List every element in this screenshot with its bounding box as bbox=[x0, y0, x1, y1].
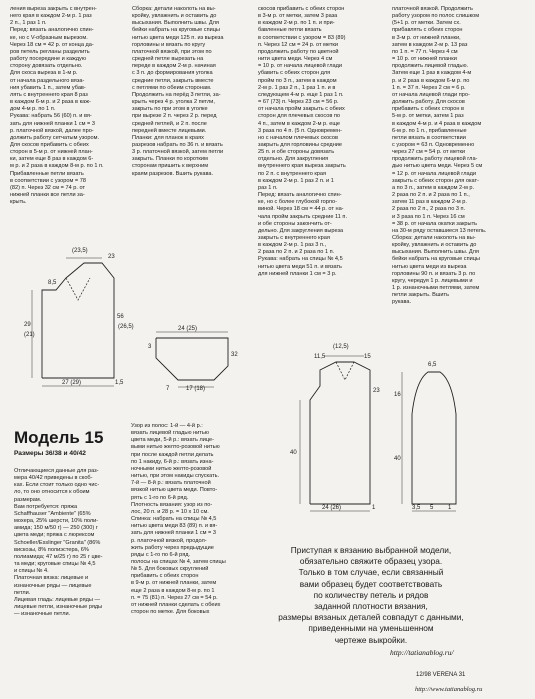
label-d2-top: 24 (25) bbox=[178, 326, 198, 332]
label-d1-side2: (26,5) bbox=[118, 324, 134, 330]
label-d1-bottom1: 27 (29) bbox=[62, 380, 82, 386]
pattern-back-front-diagram bbox=[22, 228, 132, 388]
site-watermark-bottom: http://www.tatianablog.ru bbox=[415, 686, 483, 693]
text-column-1: ления выреза закрыть с внутрен- него края в каждом 2-м р. 1 раз 2 п., 1 раз 1 п. Перед: вязать аналогично спин- ке, но с V-образным вырезом. Через 18 см = 42 р. от конца да- ров петель регланы разделить работу посередине и каждую сторону довязать отдельно. Для скоса выреза в 1-м р. от начала раздельного вяза- ния убавить 1 п., затем убав- лять с внутреннего края 8 раз в каждом 6-м р. и 2 раза в каж- дом 4-м р. по 1 п. Рукава: набрать 56 (60) п. и вя- зать для нижней планки 1 см = 3 р. платочной вязкой, далее про- должить работу сетчатым узором. Для скосов прибавить с обеих сторон в 5-м р. от нижней план- ки, затем еще 8 раз в каждом 6- м р. и 2 раза в каждом 8-м р. по 1 п. Прибавленные петли вязать в соответствии с узором = 78 (82) п. Через 32 см = 74 р. от нижней планки все петли за- крыть. bbox=[10, 6, 104, 206]
label-d4-top: 6,5 bbox=[428, 362, 437, 368]
text-column-3: скосов прибавить с обеих сторон в 3-м р. от метки, затем 3 раза в каждом 2-м р. по 1 п. и при- бавленные петли вязать в соответствии с узором = 83 (89) п. Через 12 см = 24 р. от метки продолжить работу по цветной нити цвета меди. Через 4 см = 10 р. от начала лицевой глади убавить с обеих сторон для пройм по 3 п., затем в каждом 2-м р. 1 раз 2 п., 1 раз 1 п. и в следующем 4-м р. еще 1 раз 1 п. = 67 (73) п. Через 23 см = 56 р. от начала пройм закрыть с обеих сторон для плечевых скосов по 4 п., затем в каждом 2-м р. еще 3 раза по 4 п. (5 п. Одновремен- но с началом плечевых скосов закрыть для горловины средние 25 п. и обе стороны довязать отдельно. Для закругления внутреннего края выреза закрыть по 2 п. с внутреннего края в каждом 2-м р. 1 раз 2 п. и 1 раз 1 п. Перед: вязать аналогично спин- ке, но с более глубокой горло- виной. Через 18 см = 44 р. от на- чала пройм закрыть средние 11 п. и обе стороны закончить от- дельно. Для закругления выреза закрыть с внутреннего края в каждом 2-м р. 1 раз 3 п., 2 раза по 2 п. и 2 раза по 1 п. Рукава: набрать на спицы № 4,5 нитью цвета меди 51 п. и вязать для нижней планки 1 см = 3 р. bbox=[258, 6, 347, 277]
label-d3-bottom2: 1 bbox=[372, 505, 376, 511]
label-d1-top2: 23 bbox=[108, 254, 115, 260]
label-d1-top: (23,5) bbox=[72, 248, 88, 254]
label-d2-left: 3 bbox=[148, 344, 152, 350]
label-d3-left: 23 bbox=[373, 388, 380, 394]
page-footer: 12/98 VERENA 31 bbox=[416, 672, 466, 678]
label-d3-top2: 11,5 bbox=[314, 354, 326, 360]
model-text-column-1: Отличающиеся данные для раз- мера 40/42 приведены в скоб- ках. Если стоит только одно чис- ло, то оно относится к обоим размерам. Вам потребуется: пряжа Schaffhauser "Ambiente" (65% мохера, 25% шерсти, 10% поли- амида; 150 м/50 г) — 250 (300) г цвета меди; пряжа с люрексом Schoeller/Esslinger "Granita" (86% вискозы, 8% полиэстера, 6% полиамида; 47 м/25 г) по 25 г цве- та меди; круговые спицы № 4,5 и спицы № 4. Платочная вязка: лицевые и изнаночные ряды — лицевые петли. Лицевая гладь: лицевые ряды — лицевые петли, изнаночные ряды — изнаночные петли. bbox=[14, 468, 103, 618]
label-d2-side: 32 bbox=[231, 352, 238, 358]
label-d1-left1: 29 bbox=[24, 322, 31, 328]
model-title: Модель 15 bbox=[14, 428, 104, 447]
text-column-4: платочной вязкой. Продолжить работу узором по полос слишком (5+1 р. от метки. Затем сх. прибавлять с обеих сторон в 3-м р. от нижней планки, затем в каждом 2-м р. 13 раз по 1 п. = 77 п. Через 4 см = 10 р. от нижней планки продолжить лицевой гладью. Затем еще 1 раз в каждом 4-м р. и 2 раза в каждом 6-м р. по 1 п. = 37 п. Через 2 см = 6 р. от начала лицевой глади про- должить работу. Для скосов прибавить с обеих сторон в 5-м р. от метки, затем 1 раз в каждом 4-м р. и 4 раза в каждом 6-м р. по 1 п., прибавленные петли вязать в соответствии с узором = 63 п. Одновременно через 27 см = 54 р. от метки продолжить работу лицевой гла- дью нитью цвета меди. Через 5 см = 12 р. от начала лицевой глади закрыть с обеих сторон для окат- а по 3 п., затем в каждом 2-м р. 2 раза по 2 п. и 2 раза по 1 п., затем 11 раз в каждом 2-м р. 2 раза по 2 п., 2 раза по 3 п. и 3 раза по 1 п. Через 16 см = 38 р. от начала окатки закрыть на 30-м ряду оставшиеся 13 петель. Сборка: детали наколоть на вы- кройку, увлажнить и оставить до высыхания. Выполнить швы. Для бейки набрать на круговые спицы нитью цвета меди из выреза горловины 90 п. и вязать 3 р. по кругу, чередуя 1 р. лицевыми и 1 р. изнаночными петлями, затем петли закрыть. Вшить рукава. bbox=[392, 6, 487, 306]
label-d3-bottom: 24 (26) bbox=[322, 505, 342, 511]
label-d4-left: 16 bbox=[394, 392, 401, 398]
model-sizes: Размеры 36/38 и 40/42 bbox=[14, 450, 86, 457]
gauge-swatch-callout: Приступая к вязанию выбранной модели, обязательно свяжите образец узора. Только в том случае, если связанный вами образец будет соответствовать по количеству петель и рядов заданной плотности вязания, размеры вязаных деталей совпадут с данными, приведенными на уменьшенном чертеже выкройки. bbox=[278, 545, 464, 645]
site-watermark: http://tatianablog.ru/ bbox=[390, 648, 454, 657]
label-d2-bottom1: 7 bbox=[166, 386, 170, 392]
label-d3-top: (12,5) bbox=[333, 344, 349, 350]
pattern-sleeve-diagram bbox=[138, 320, 248, 392]
label-d4-bottom3: 1 bbox=[448, 505, 452, 511]
label-d3-top3: 15 bbox=[364, 354, 371, 360]
label-d2-bottom2: 17 (18) bbox=[186, 386, 206, 392]
label-d1-left2: (21) bbox=[24, 332, 35, 338]
label-d1-bottom2: 1,5 bbox=[115, 380, 124, 386]
model15-sleeve-diagram bbox=[392, 336, 472, 516]
model-text-column-2: Узор из полос: 1-й — 4-й р.: вязать лицевой гладью нитью цвета меди, 5-й р.: вязать лице- выми нитью желто-розовой нитью при после каждой петли делать по 1 накиду, 6-й р.: вязать изна- ночными нитью желто-розовой нитью, при этом накиды спускать. 7-й — 8-й р.: вязать платочной вязкой нитью цвета меди. Повто- рять с 1-го по 6-й ряд. Плотность вязания: узор из по- лос, 20 п. и 28 р. = 10 х 10 см. Спинка: набрать на спицы № 4,5 нитью цвета меди 83 (89) п. и вя- зать для нижней планки 1 см = 3 р. платочной вязкой, продол- жить работу через предыдущие ряды с 1-го по 6-й ряд. полосы на спицах № 4, затем спицы № 5. Для боковых скруглений прибавить с обеих сторон в 9-м р. от нижней планки, затем еще 2 раза в каждом 8-м р. по 1 п. = 75 (81) п. Через 27 см = 54 р. от нижней планки сделать с обеих сторон по метке. Для боковых bbox=[131, 423, 226, 616]
label-d4-left2: 40 bbox=[394, 456, 401, 462]
label-d3-left2: 40 bbox=[290, 450, 297, 456]
text-column-2: Сборка: детали наколоть на вы- кройку, увлажнить и оставить до высыхания. Выполнить швы. Для бейки набрать на круговые спицы нитью цвета меди 125 п. из выреза горловины и вязать по кругу платочной вязкой, при этом по средней петле вырезать на переде в каждом 2-м р. начиная с 3 п. до формирования уголка средние петли, закрыть вместе с петлями по обеим сторонам. Продолжить на перёд 3 петли, за- крыть через 4 р. уголка 2 петли, закрыть по при этом в уголке при вырезе 2 п. через 2 р. перед средней петлей, и 2 п. после передней вместе лицевыми. Планки: для планок в краях разрезов набрать по 36 п. и вязать 3 р. платочной вязкой, затем петли закрыть. Планки по коротким сторонам пришить к верхним краям разрезов. Вшить рукава. bbox=[132, 6, 224, 177]
label-d4-bottom: 3,5 bbox=[412, 505, 421, 511]
label-d4-bottom2: 5 bbox=[430, 505, 434, 511]
label-d1-side: 56 bbox=[117, 314, 124, 320]
model15-back-diagram bbox=[288, 336, 388, 516]
label-d1-mid: 8,5 bbox=[48, 280, 57, 286]
